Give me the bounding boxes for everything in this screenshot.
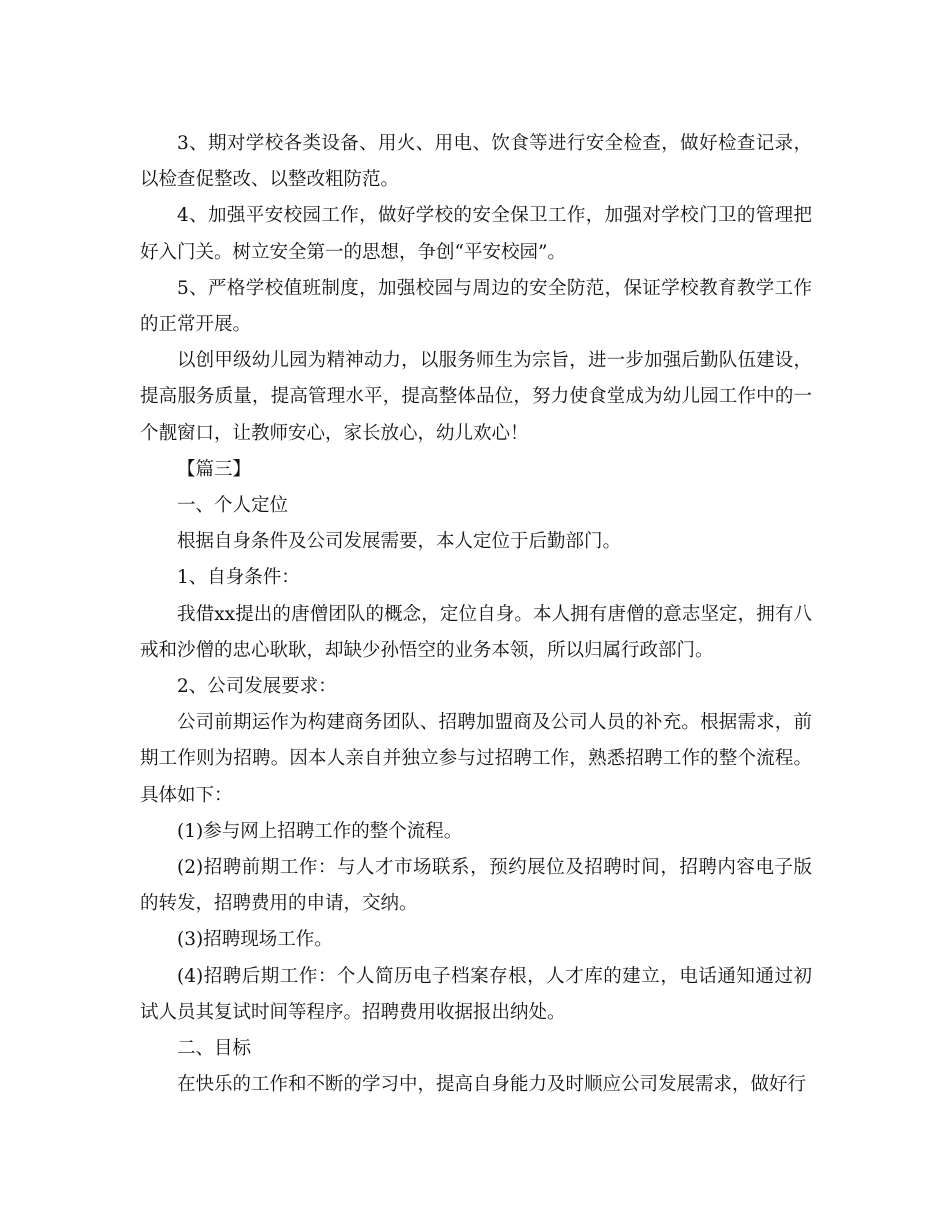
paragraph-duty-system: 5、严格学校值班制度，加强校园与周边的安全防范，保证学校教育教学工作的正常开展。 <box>140 277 812 336</box>
document-body <box>140 126 812 1103</box>
subheading-company-requirements: 2、公司发展要求： <box>177 676 337 698</box>
list-item-onsite-recruiting: (3)招聘现场工作。 <box>177 929 333 951</box>
paragraph-safe-campus: 4、加强平安校园工作，做好学校的安全保卫工作，加强对学校门卫的管理把好入门关。树立安全第一的思想，争创“平安校园”。 <box>140 205 812 263</box>
list-item-post-recruiting: (4)招聘后期工作：个人简历电子档案存根，人才库的建立，电话通知通过初试人员其复试时间等程序。招聘费用收据报出纳处。 <box>140 965 812 1023</box>
paragraph-goals-text: 在快乐的工作和不断的学习中，提高自身能力及时顺应公司发展需求，做好行 <box>177 1074 807 1096</box>
heading-personal-positioning: 一、个人定位 <box>177 495 289 517</box>
paragraph-early-operations: 公司前期运作为构建商务团队、招聘加盟商及公司人员的补充。根据需求，前期工作则为招聘。因本人亲自并独立参与过招聘工作，熟悉招聘工作的整个流程。具体如下： <box>140 712 812 806</box>
section-heading-part-three: 【篇三】 <box>177 458 252 480</box>
heading-goals: 二、目标 <box>177 1038 252 1060</box>
paragraph-safety-inspection: 3、期对学校各类设备、用火、用电、饮食等进行安全检查，做好检查记录，以检查促整改、以整改粗防范。 <box>140 133 812 191</box>
paragraph-positioning-summary: 根据自身条件及公司发展需要，本人定位于后勤部门。 <box>177 531 622 553</box>
list-item-online-recruiting: (1)参与网上招聘工作的整个流程。 <box>177 820 463 842</box>
paragraph-team-concept: 我借xx提出的唐僧团队的概念，定位自身。本人拥有唐僧的意志坚定，拥有八戒和沙僧的忠心耿耿，却缺少孙悟空的业务本领，所以归属行政部门。 <box>140 603 812 661</box>
paragraph-kindergarten-goal: 以创甲级幼儿园为精神动力，以服务师生为宗旨，进一步加强后勤队伍建设，提高服务质量，提高管理水平，提高整体品位，努力使食堂成为幼儿园工作中的一个靓窗口，让教师安心，家长放心，幼儿欢心！ <box>140 350 812 444</box>
list-item-pre-recruiting: (2)招聘前期工作：与人才市场联系，预约展位及招聘时间，招聘内容电子版的转发，招聘费用的申请，交纳。 <box>140 857 812 915</box>
subheading-own-conditions: 1、自身条件： <box>177 567 300 589</box>
